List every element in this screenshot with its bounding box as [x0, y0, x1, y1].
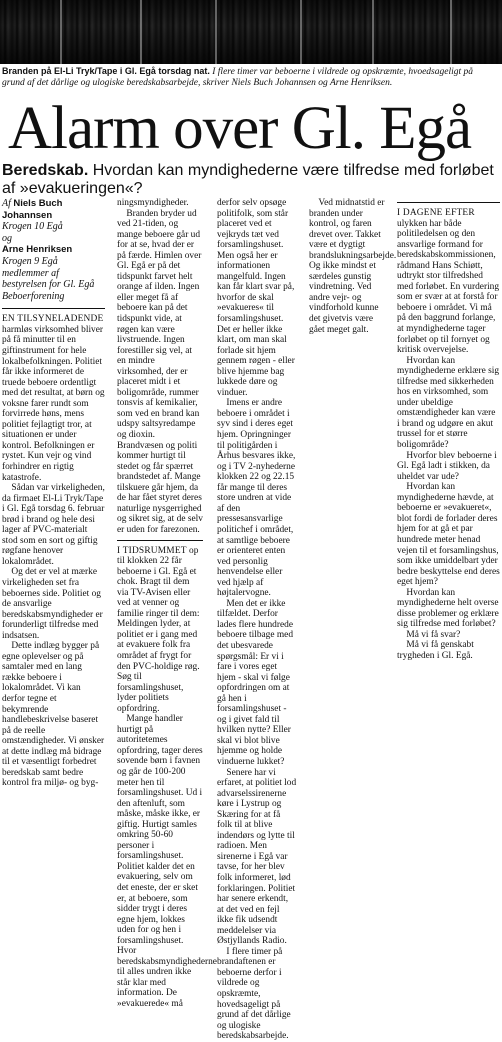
deck-text: Hvordan kan myndighederne være tilfredse med forløbet af »evakueringen«?: [2, 162, 494, 197]
text: Mange handler hurtigt på autoritetemes opfordring, tager deres sovende børn i favnen og går de 100-200 meter hen til forsamlingshuset. Ud i den aftenluft, som måske, måske ikke, er giftig. Hurtigt samles omkring 50-60 personer i forsamlingshuset. Politiet kalder det en evakuering, selv om det eneste, der er sket er, at beboere, som sidder trygt i deres egne hjem, lokkes uden for og hen i forsamlingshuset. Hvor beredskabsmyndighederne til alles undren ikke står klar med information. De »evakuerede« må: [117, 714, 217, 1010]
paragraph: derfor selv opsøge politifolk, som står placeret ved et vejkryds tæt ved forsamlingshuset. Men også her er informationen mangelfuld. Ingen kan får klart svar på, hvorfor de skal »evakueres« til forsamlingshuset. Det er heller ikke klart, om man skal forlade sit hjem gennem røgen - eller blive hjemme bag lukkede døre og vinduer.: [217, 198, 295, 398]
paragraph: [397, 208, 500, 356]
text: Senere har vi erfaret, at politiet lod advarselssirenerne køre i Lystrup og Skæring for at få folk til at blive indendørs og lytte til radioen. Men sirenerne i Egå var tavse, for her blev folk informeret, lød forklaringen. Politiet har senere erkendt, at det ved en fejl ikke fik udsendt meddelelser via Østjyllands Radio.: [217, 767, 297, 947]
paragraph: [2, 641, 105, 789]
text: Branden bryder ud ved 21-tiden, og mange beboere går ud for at se, hvad der er på færde. Himlen over Gl. Egå er på det tidspunkt farvet helt orange af ilden. Ingen eller meget få af beboere kan på det tidspunkt vide, at røgen kan være livstruende. Ingen forestiller sig vel, at en mindre virksomhed, der er placeret midt i et boligområde, rummer tonsvis af kemikalier, som ved en brand kan udspy saltsyredampe og dioxin. Brandvæsen og politi kommer hurtigt til stedet og får spærret brandstedet af. Mange tilskuere går hjem, da de har fået styret deres naturlige nysgerrighed og sikret sig, at de selv er uden for farezonen.: [117, 208, 203, 535]
paragraph: [217, 947, 297, 1042]
text: Dette indlæg bygger på egne oplevelser og på samtaler med en lang række beboere i lokalområdet. Vi kan derfor tegne et bekymrende handlebeskrivelse baseret på de reelle omstændigheder. Vi ønsker at dette indlæg må bidrage til et væsentligt forbedret beredskab samt bedre kontrol fra miljø- og byg-: [2, 641, 105, 789]
text: Hvorfor blev beboerne i Gl. Egå ladt i stikken, da uheldet var ude?: [397, 450, 497, 482]
lead-in: I TIDSRUMMET: [117, 545, 187, 556]
paragraph: ningsmyndigheder.: [117, 198, 189, 208]
text: Må vi få svar?: [406, 629, 461, 640]
text: Må vi få genskabt trygheden i Gl. Egå.: [397, 640, 474, 661]
text: I flere timer på brandaftenen er beboerne derfor i vildrede og opskræmte, hovedsageligt på grund af det dårlige og ulogiske beredskabsarbejde.: [217, 946, 291, 1042]
author-b-address: Krogen 9 Egå: [2, 255, 58, 267]
author-a-name: Niels Buch Johannsen: [2, 198, 63, 221]
paragraph: [2, 567, 105, 641]
paragraph: [397, 640, 500, 661]
deck-kicker: Beredskab.: [2, 162, 89, 179]
column-5: [397, 198, 500, 732]
paragraph: [217, 768, 297, 947]
news-photo: [0, 0, 502, 64]
paragraph: [217, 398, 297, 598]
paragraph: [217, 599, 297, 768]
lead-in: EN TILSYNELADENDE: [2, 314, 104, 325]
text: harmløs virksomhed bliver på få minutter til en giftinstrument for hele lokalbefolkningen. Politiet får ikke informeret de truede beboere ordentligt med det resultat, at børn og voksne farer rundt som forvirrede høns, mens politiet fejlagtigt tror, at situationen er under kontrol. Befolkningen er rystet. Kun vejr og vind forhindrer en rigtig katastrofe.: [2, 324, 105, 483]
paragraph: [397, 451, 500, 483]
divider: [397, 202, 500, 203]
text: Hvordan kan myndighederne hævde, at beboerne er »evakueret«, blot fordi de forlader deres hjem for at gå et par hundrede meter henad vejen til et forsamlingshus, som ikke umiddelbart yder bedre beskyttelse end deres eget hjem?: [397, 482, 500, 588]
text: Ved midnatstid er branden under kontrol, og faren drevet over. Takket være et dygtigt brandslukningsarbejde. Og ikke mindst et særdeles gunstig vindretning. Ved andre vejr- og vindforhold kunne det givetvis være gået meget galt.: [309, 198, 397, 335]
caption-text: I flere timer var beboerne i vildrede og opskræmte, hvoedsageligt på grund af det dårlige og ulogiske beredskabsarbejde, skriver Niels Buch Johannsen og Arne Henriksen.: [2, 67, 473, 88]
author-b-role: medlemmer af bestyrelsen for Gl. Egå Beboerforening: [2, 267, 95, 302]
paragraph: [397, 356, 500, 451]
lead-in: I DAGENE EFTER: [397, 208, 475, 218]
divider: [2, 308, 105, 309]
paragraph: [309, 198, 397, 335]
column-2: [117, 198, 217, 1010]
byline: [2, 198, 105, 302]
text: op til klokken 22 får beboerne i Gl. Egå et chok. Bragt til dem via TV-Avisen eller ved at venner og familie ringer til dem: Meldingen lyder, at politiet er i gang med at evakuere folk fra området af frygt for den PVC-holdige røg. Søg til forsamlingshuset, lyder politiets opfordring.: [117, 545, 200, 714]
column-3: [217, 198, 297, 1042]
paragraph: [117, 546, 203, 715]
paragraph: [397, 588, 500, 630]
paragraph: [2, 314, 105, 483]
text: Hvordan kan myndighederne helt overse disse problemer og erklære sig tilfredse med forløbet?: [397, 587, 499, 630]
author-b-name: Arne Henriksen: [2, 244, 73, 256]
text: Imens er andre beboere i området i syv sind i deres eget hjem. Opringninger til politigården i Århus besvares ikke, og i TV 2-nyhederne klokken 22 og 22.15 får mange til deres store undren at vide af den pressesansvarlige politichef i området, at samtlige beboere er orienteret enten ved personlig henvendelse eller ved hjælp af højtalervogne.: [217, 398, 296, 599]
author-a-address: Krogen 10 Egå: [2, 221, 63, 233]
text: Sådan var virkeligheden, da firmaet El-Li Tryk/Tape i Gl. Egå torsdag 6. februar brød i brand og hele desi lager af PVC-materialt stod som en sort og giftig røgfane henover lokalområdet.: [2, 483, 105, 567]
paragraph: [117, 714, 217, 1010]
deck: [2, 162, 498, 198]
paragraph: [397, 482, 500, 587]
paragraph: [397, 630, 500, 641]
paragraph: [117, 209, 203, 536]
byline-prefix: Af: [2, 198, 11, 209]
column-4: [309, 198, 397, 732]
text: Men det er ikke tilfældet. Derfor lades flere hundrede beboere tilbage med det ubesvarede spørgsmål: Er vi i fare i vores eget hjem - skal vi følge opfordringen om at gå hen i forsamlingshuset - og i givet fald til hvilken nytte? Eller skal vi blot blive hjemme og holde vinduerne lukket?: [217, 598, 294, 767]
text: Hvordan kan myndighederne erklære sig tilfredse med sikkerheden hos en virksomhed, som under ubeldige omstændigheder kan være i brand og udgøre en akut trussel for et større boligområde?: [397, 355, 500, 451]
column-1: [2, 198, 105, 789]
photo-caption: [2, 66, 498, 89]
headline: Alarm over Gl. Egå: [8, 95, 472, 162]
byline-og: og: [2, 232, 12, 244]
paragraph: [2, 483, 105, 567]
text: Og det er vel at mærke virkeligheden set fra beboernes side. Politiet og de ansvarlige beredskabsmyndigheder er forunderligt tilfredse med indsatsen.: [2, 567, 103, 641]
caption-lead: Branden på El-Li Tryk/Tape i Gl. Egå torsdag nat.: [2, 66, 210, 76]
divider: [117, 540, 203, 541]
text: ulykken har både politiledelsen og den ansvarlige formand for beredskabskommissionen, rådmand Hans Schiøtt, udtrykt stor tilfredshed med forløbet. En vurdering som er svær at at forstå for beboere i området. Vi må på den baggrund forlange, at myndighederne tager forløbet op til fornyet og kritisk overvejelse.: [397, 218, 500, 356]
